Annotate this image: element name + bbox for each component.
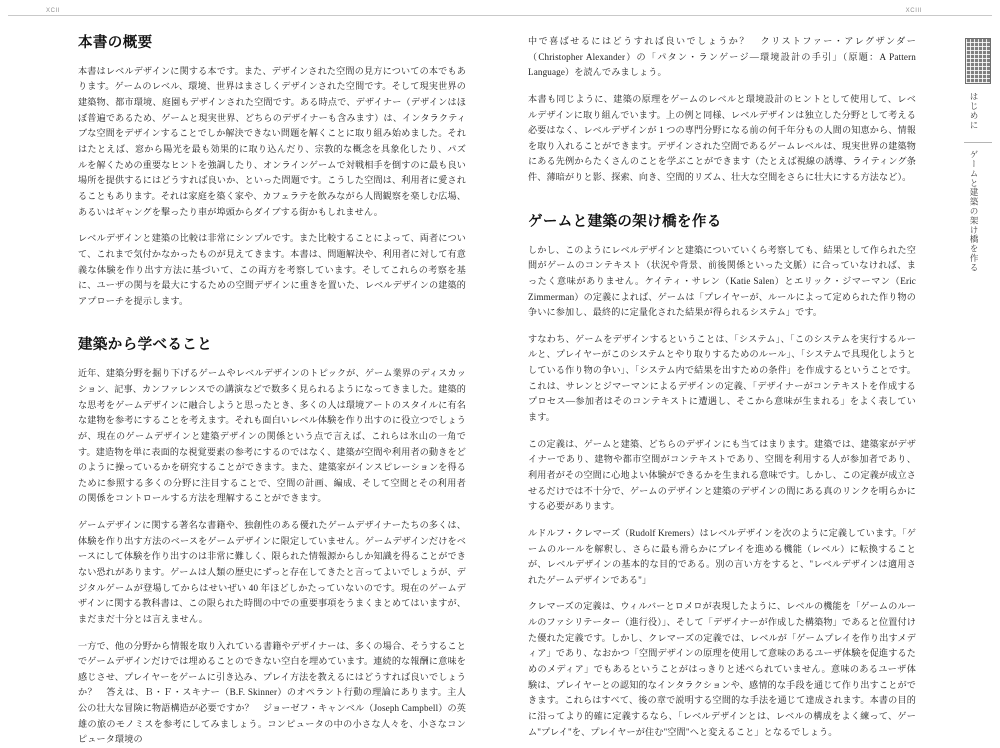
paragraph: 一方で、他の分野から情報を取り入れている書籍やデザイナーは、多くの場合、そうすることでゲームデザインだけでは埋めることのできない空白を埋めています。連続的な報酬に意味を感じさせ、プレイヤーをゲームに引き込み、プレイ方法を教えるにはどうすれば良いでしょうか？ 答えは、Ｂ・Ｆ・スキナー（B.F. Skinner）のオペラント行動の理論にあります。主人公の壮大な冒険に物語構造が必要ですか？ ジョーゼフ・キャンベル（Joseph Campbell）の英雄の旅のモノミスを参考にしてみましょう。コンピュータの中の小さな人々を、小さなコンピュータ環境の <box>78 640 466 745</box>
thumb-tab-divider <box>964 142 992 143</box>
paragraph: クレマーズの定義は、ウィルバーとロメロが表現したように、レベルの機能を「ゲームのルールのファシリテーター（進行役）」、そして「デザイナーが作成した構築物」であると位置付けた優れた定義です。しかし、クレマーズの定義では、レベルが「ゲームプレイを作り出すメディア」であり、なおかつ「空間デザインの原理を使用して意味のあるユーザ体験を促進するためのメディア」でもあるということがはっきりと述べられていません。意味のあるユーザ体験は、プレイヤーとの認知的なインタラクションや、感情的な手段を通じて作り出すことができます。これらはすべて、後の章で説明する空間的な手法を通じて達成されます。本書の目的に沿ってより的確に定義するなら、「レベルデザインとは、レベルの構成をよく練って、ゲーム"プレイ"を、プレイヤーが住む"空間"へと変えること」となるでしょう。 <box>528 601 916 737</box>
paragraph: レベルデザインと建築の比較は非常にシンプルです。また比較することによって、両者について、これまで気付かなかったものが見えてきます。本書は、問題解決や、利用者に対して有意義な体験を作り出す方法に基づいて、この両方を考察しています。そしてこれらの考察を基に、ユーザの関与を最大にするための空間デザインに重きを置いた、レベルデザインの建築的アプローチを提示します。 <box>78 233 466 306</box>
paragraph: 近年、建築分野を掘り下げるゲームやレベルデザインのトピックが、ゲーム業界のディスカッション、記事、カンファレンスでの講演などで数多く見られるようになってきました。建築的な思考をゲームデザインに融合しようと思ったとき、多くの人は環境アートのスタイルに有名な建物を参考にすることを考えます。それも面白いレベル体験を作り出すのに役立つでしょうが、現在のゲームデザインと建築デザインの関係という点で言えば、これらは氷山の一角です。建造物を単に表面的な視覚要素の参考にするのではなく、建築が空間や利用者の動きをどのように操っているかを研究することができます。また、建築家がインスピレーションを得るために参照する多くの分野に注目することで、空間の計画、編成、そして空間とその利用者の関係をコントロールする方法を理解することができます。 <box>78 368 466 504</box>
chapter-thumb-tab <box>958 38 1000 358</box>
right-column <box>528 34 916 740</box>
page-body <box>0 34 1000 745</box>
paragraph: ルドルフ・クレマーズ（Rudolf Kremers）はレベルデザインを次のように定義しています。「ゲームのルールを解釈し、さらに最も滑らかにプレイを進める機能（レベル）に転換することが、レベルデザインの基本的な目的である。別の言い方をすると、"レベルデザインは適用されたゲームデザインである"」 <box>528 527 916 585</box>
running-head-right: xciii <box>905 4 922 14</box>
left-column <box>78 34 466 748</box>
paragraph: しかし、このようにレベルデザインと建築についていくら考察しても、結果として作られた空間がゲームのコンテキスト（状況や背景、前後関係といった文脈）に合っていなければ、まったく意味がありません。ケイティ・サレン（Katie Salen）とエリック・ジマーマン（Eric Zimmerman）の定義によれば、ゲームは「プレイヤーが、ルールによって定められた作り物の争いに参加し、最終的に定量化された結果が得られるシステム」です。 <box>528 244 916 318</box>
running-head-left: xcii <box>46 4 61 14</box>
paragraph: 本書も同じように、建築の原理をゲームのレベルと環境設計のヒントとして使用して、レベルデザインに取り組んでいます。上の例と同様、レベルデザインは独立した分野として考える必要はなく、レベルデザインが 1 つの専門分野になる前の何千年分もの人間の知恵から、情報を取り入れることができます。デザインされた空間であるゲームレベルは、現実世界の建築物にある先例からたくさんのことを学ぶことができます（たとえば視線の誘導、ライティング条件、薄暗がりと影、探索、向き、空間的リズム、壮大な空間をさらに壮大にする方法など）。 <box>528 93 916 183</box>
paragraph: 中で喜ばせるにはどうすれば良いでしょうか？ クリストファー・アレグザンダー（Christopher Alexander）の「パタン・ランゲージ―環境設計の手引」（原題：A Pattern Language）を読んでみましょう。 <box>528 36 916 78</box>
thumb-tab-chapter-number: はじめに <box>969 92 979 130</box>
paragraph: 本書はレベルデザインに関する本です。また、デザインされた空間の見方についての本でもあります。ゲームのレベル、環境、世界はまさしくデザインされた空間です。そして現実世界の建築物、都市環境、庭園もデザインされた空間です。ある時点で、デザイナー（デザインはほぼ普遍であるため、ゲームと現実世界、どちらのデザイナーも含みます）は、インタラクティブな空間をデザインすることでしか解決できない問題を解くことに取り組み始めました。それはたとえば、窓から陽光を最も効果的に取り込んだり、宗教的な概念を具象化したり、パズルを解くための重要なヒントを強調したり、オンラインゲームで対戦相手を倒すのに最も良い場所を提供するにはどうすれば良いか、といった問題です。こうした空間は、利用者に愛されることもあります。それは家庭を築く家や、カフェラテを飲みながら人間観察を楽しむ広場、あるいはギャングを撃ったり車が埠頭からダイブする街かもしれません。 <box>78 65 466 217</box>
paragraph: ゲームデザインに関する著名な書籍や、独創性のある優れたゲームデザイナーたちの多くは、体験を作り出す方法のベースをゲームデザインに限定していません。ゲームデザインだけをベースにして体験を作り出すのは非常に難しく、限られた情報源からしか知識を得ることができない恐れがあります。ゲームは人類の歴史にずっと存在してきたと言ってよいでしょうが、デジタルゲームが登場してからはせいぜい 40 年ほどしかたっていないのです。現在のゲームデザインに関する教科書は、この限られた時間の中での重要事項をうまくまとめてはいますが、まだまだ十分とは言えません。 <box>78 520 466 624</box>
section-heading-architecture: 建築から学べること <box>78 337 213 354</box>
paragraph: すなわち、ゲームをデザインするということは、「システム」、「このシステムを実行するルールと、プレイヤーがこのシステムとやり取りするためのルール」、「システムで具現化しようとしている作り物の争い」、「システム内で結果を出すための条件」を作成するということです。これは、サレンとジマーマンによるデザインの定義、「デザイナーがコンテキストを作成するプロセス―参加者はそのコンテキストに遭遇し、そこから意味が生まれる」をよく表しています。 <box>528 333 916 423</box>
checkerboard-swatch-icon <box>965 38 991 84</box>
page-title: 本書の概要 <box>78 35 153 51</box>
header-rule <box>8 15 992 16</box>
paragraph: この定義は、ゲームと建築、どちらのデザインにも当てはまります。建築では、建築家がデザイナーであり、建物や都市空間がコンテキストであり、空間を利用する人が参加者であり、利用者がその空間に心地よい体験ができるかを生まれる意味です。しかし、この定義が成立させるだけでは不十分で、ゲームのデザインと建築のデザインの間にある真のリンクを明らかにする必要があります。 <box>528 438 916 512</box>
thumb-tab-chapter-title: ゲームと建築の架け橋を作る <box>969 150 979 273</box>
section-heading-bridge: ゲームと建築の架け橋を作る <box>528 213 722 230</box>
